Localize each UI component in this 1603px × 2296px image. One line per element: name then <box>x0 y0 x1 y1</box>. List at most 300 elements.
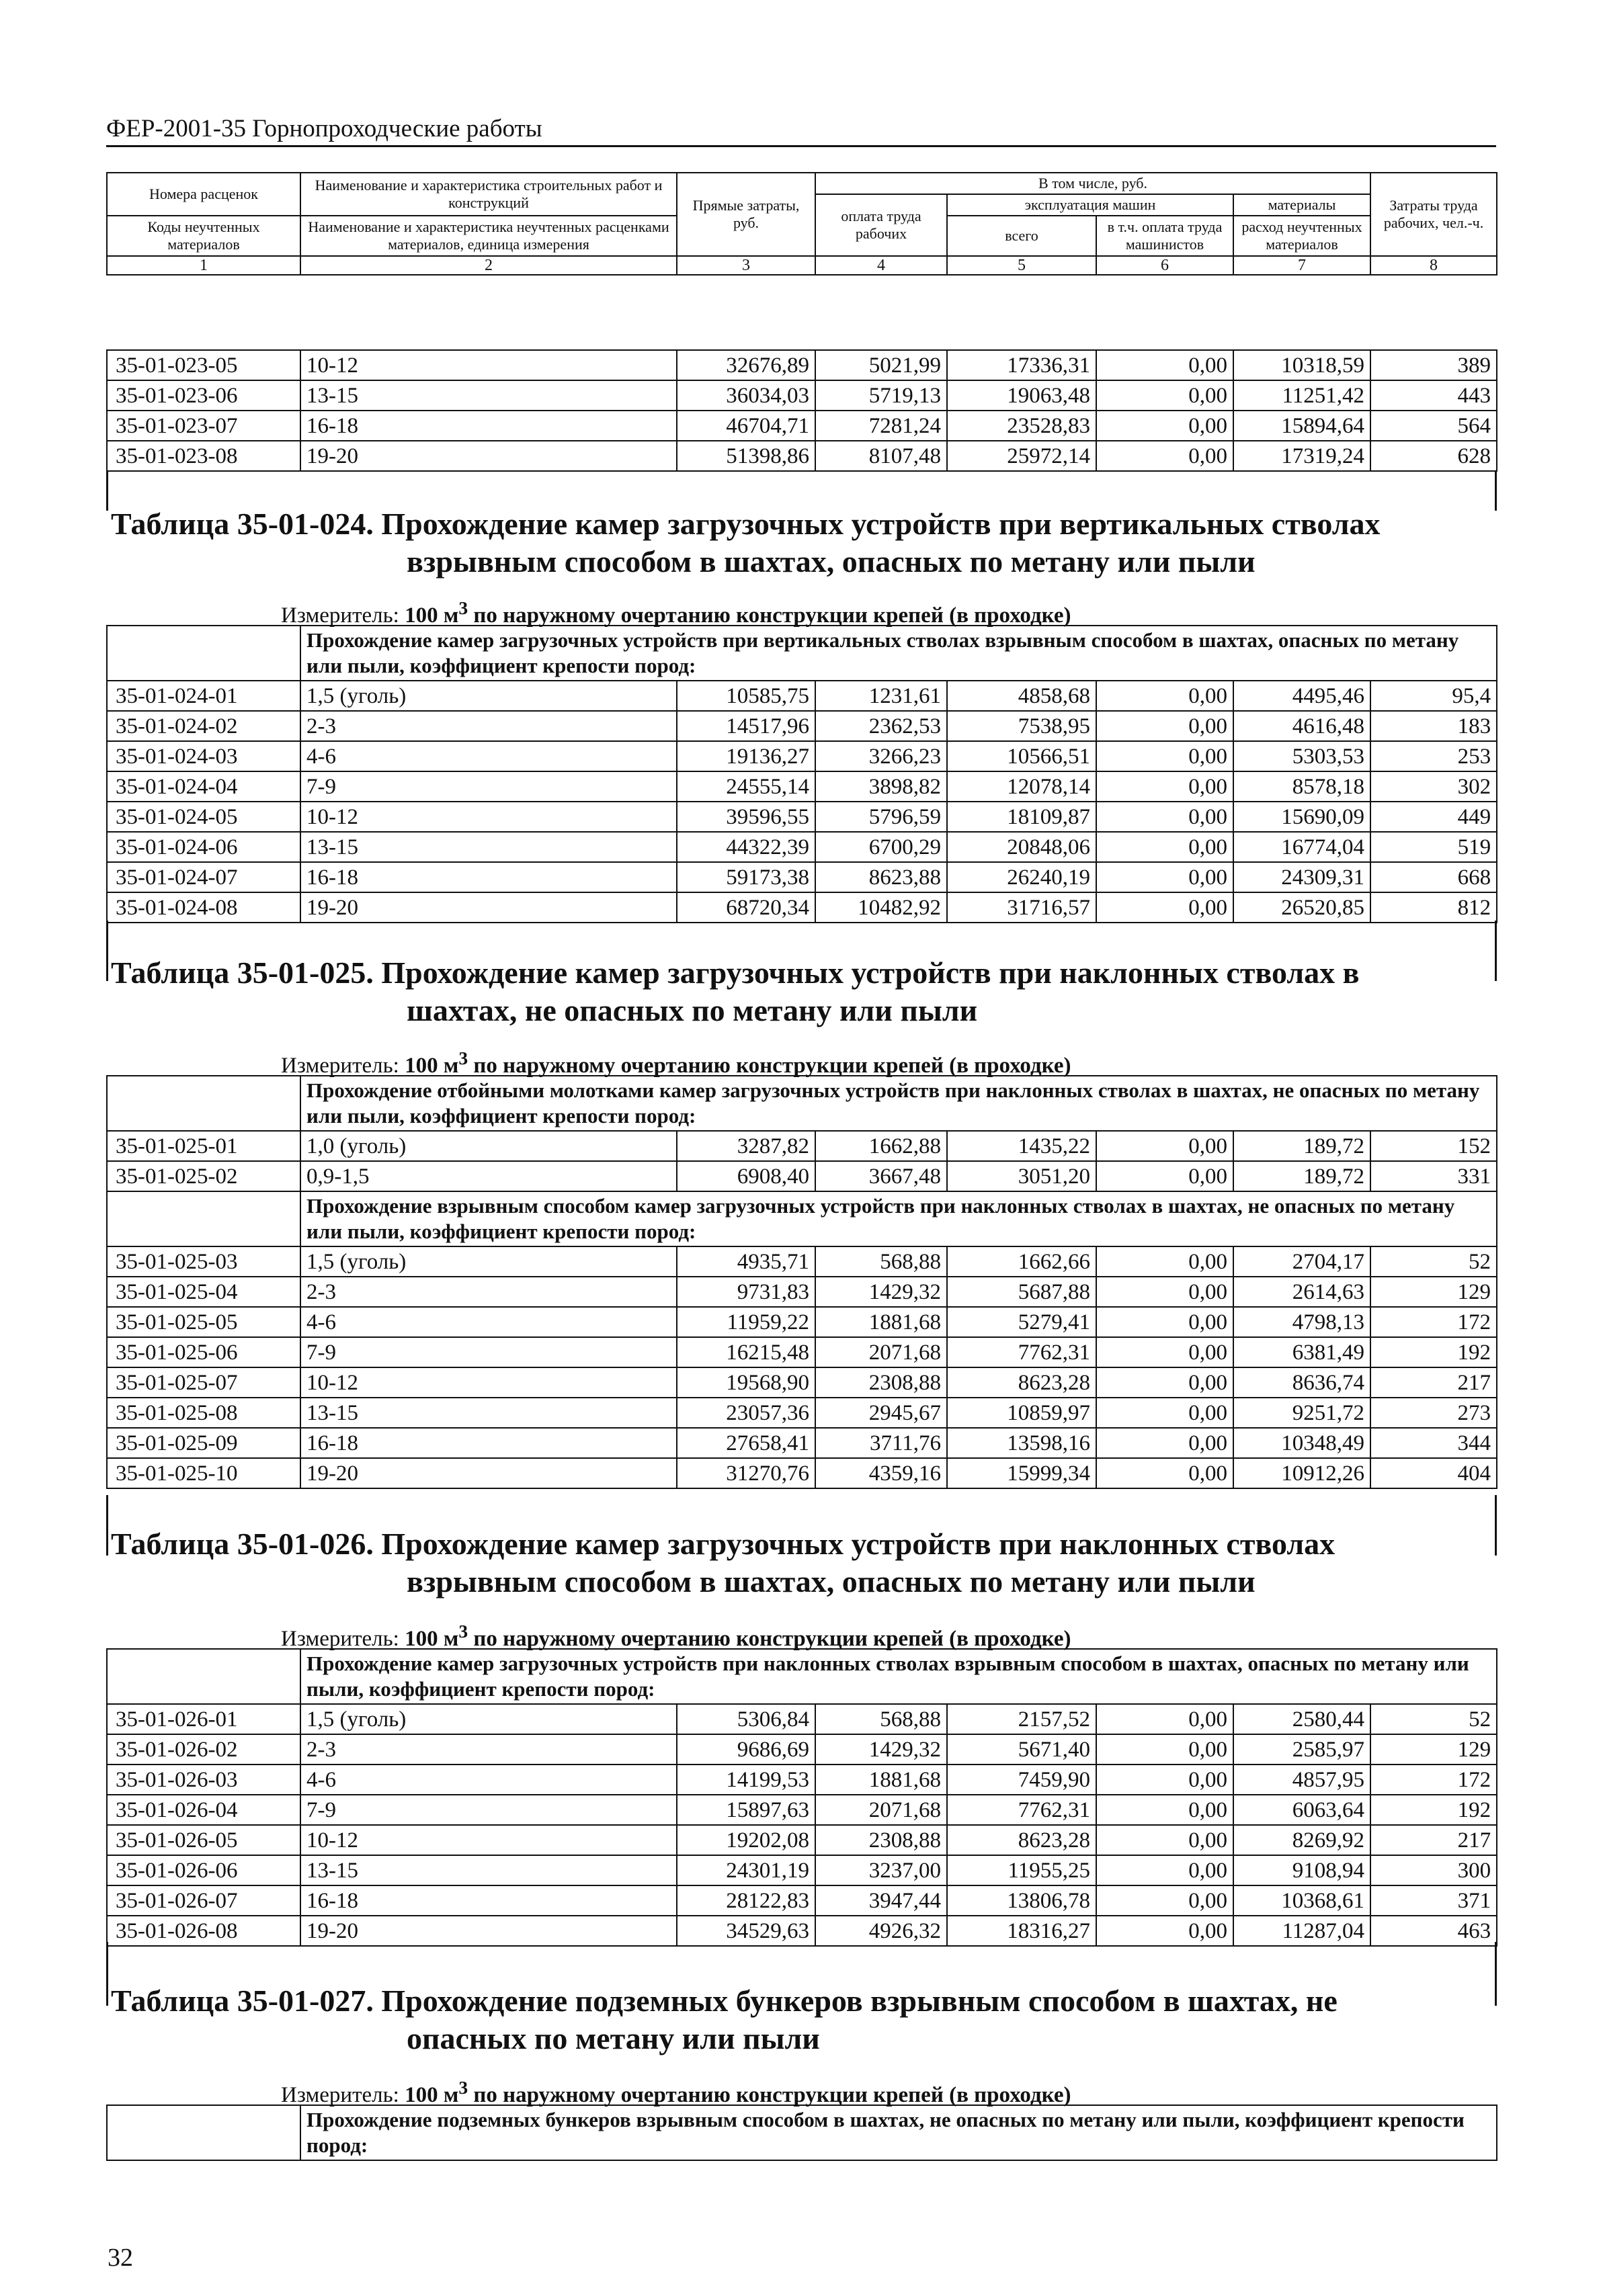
wage-cell: 1429,32 <box>815 1277 947 1307</box>
direct-costs-cell: 44322,39 <box>677 832 815 862</box>
table-row <box>107 411 1497 441</box>
col-machines: эксплуатация машин <box>947 194 1233 216</box>
work-class-cell: 0,9-1,5 <box>300 1161 677 1191</box>
operator-wage-cell: 0,00 <box>1096 1764 1233 1795</box>
operator-wage-cell: 0,00 <box>1096 411 1233 441</box>
wage-cell: 568,88 <box>815 1246 947 1277</box>
wage-cell: 5719,13 <box>815 380 947 411</box>
materials-cell: 8636,74 <box>1233 1367 1370 1398</box>
work-class-cell: 4-6 <box>300 1764 677 1795</box>
rate-code-cell: 35-01-026-07 <box>107 1885 300 1916</box>
materials-cell: 2580,44 <box>1233 1704 1370 1734</box>
machines-total-cell: 20848,06 <box>947 832 1096 862</box>
table-row <box>107 1795 1497 1825</box>
materials-cell: 9108,94 <box>1233 1855 1370 1885</box>
table-35-01-024 <box>106 625 1497 923</box>
direct-costs-cell: 24301,19 <box>677 1855 815 1885</box>
rate-code-cell: 35-01-025-05 <box>107 1307 300 1337</box>
wage-cell: 6700,29 <box>815 832 947 862</box>
rate-code-cell: 35-01-026-05 <box>107 1825 300 1855</box>
table-row <box>107 1398 1497 1428</box>
table-row <box>107 1131 1497 1161</box>
operator-wage-cell: 0,00 <box>1096 892 1233 923</box>
labor-hours-cell: 812 <box>1370 892 1497 923</box>
table-border <box>1495 1495 1497 1556</box>
table-row <box>107 1277 1497 1307</box>
direct-costs-cell: 24555,14 <box>677 771 815 802</box>
work-class-cell: 10-12 <box>300 802 677 832</box>
wage-cell: 4926,32 <box>815 1916 947 1946</box>
work-class-cell: 1,5 (уголь) <box>300 1704 677 1734</box>
labor-hours-cell: 52 <box>1370 1704 1497 1734</box>
labor-hours-cell: 404 <box>1370 1458 1497 1488</box>
table-row <box>107 802 1497 832</box>
measure-unit: Измеритель: 100 $м^3$ по наружному очертанию конструкции крепей (в проходке) <box>281 2077 1071 2107</box>
table-row <box>107 771 1497 802</box>
work-class-cell: 2-3 <box>300 1277 677 1307</box>
work-class-cell: 19-20 <box>300 1916 677 1946</box>
subheader: Прохождение подземных бункеров взрывным способом в шахтах, не опасных по метану или пыли, коэффициент крепости пород: <box>300 2105 1497 2160</box>
col-name-materials: Наименование и характеристика неучтенных расценками материалов, единица измерения <box>300 216 677 256</box>
machines-total-cell: 4858,68 <box>947 681 1096 711</box>
labor-hours-cell: 443 <box>1370 380 1497 411</box>
labor-hours-cell: 172 <box>1370 1307 1497 1337</box>
machines-total-cell: 15999,34 <box>947 1458 1096 1488</box>
table-row <box>107 1734 1497 1764</box>
machines-total-cell: 10566,51 <box>947 741 1096 771</box>
wage-cell: 7281,24 <box>815 411 947 441</box>
labor-hours-cell: 192 <box>1370 1795 1497 1825</box>
machines-total-cell: 7762,31 <box>947 1795 1096 1825</box>
operator-wage-cell: 0,00 <box>1096 711 1233 741</box>
work-class-cell: 16-18 <box>300 1428 677 1458</box>
table-row <box>107 1367 1497 1398</box>
subheader: Прохождение камер загрузочных устройств при наклонных стволах взрывным способом в шахтах, опасных по метану или пыли, коэффициент крепости пород: <box>300 1649 1497 1704</box>
machines-total-cell: 3051,20 <box>947 1161 1096 1191</box>
rate-code-cell: 35-01-025-06 <box>107 1337 300 1367</box>
rate-code-cell: 35-01-025-03 <box>107 1246 300 1277</box>
materials-cell: 2585,97 <box>1233 1734 1370 1764</box>
table-border <box>1495 921 1497 981</box>
operator-wage-cell: 0,00 <box>1096 1367 1233 1398</box>
machines-total-cell: 26240,19 <box>947 862 1096 892</box>
machines-total-cell: 5279,41 <box>947 1307 1096 1337</box>
measure-unit: Измеритель: 100 $м^3$ по наружному очертанию конструкции крепей (в проходке) <box>281 1048 1071 1078</box>
materials-cell: 2704,17 <box>1233 1246 1370 1277</box>
work-class-cell: 16-18 <box>300 862 677 892</box>
table-border <box>106 921 108 981</box>
direct-costs-cell: 11959,22 <box>677 1307 815 1337</box>
materials-cell: 17319,24 <box>1233 441 1370 471</box>
rate-code-cell: 35-01-025-08 <box>107 1398 300 1428</box>
column-header-table <box>106 172 1497 275</box>
materials-cell: 10912,26 <box>1233 1458 1370 1488</box>
table-row <box>107 1337 1497 1367</box>
machines-total-cell: 23528,83 <box>947 411 1096 441</box>
table-row <box>107 1246 1497 1277</box>
direct-costs-cell: 14517,96 <box>677 711 815 741</box>
wage-cell: 1881,68 <box>815 1764 947 1795</box>
materials-cell: 4857,95 <box>1233 1764 1370 1795</box>
rate-code-cell: 35-01-025-10 <box>107 1458 300 1488</box>
direct-costs-cell: 9731,83 <box>677 1277 815 1307</box>
direct-costs-cell: 19568,90 <box>677 1367 815 1398</box>
operator-wage-cell: 0,00 <box>1096 1131 1233 1161</box>
machines-total-cell: 19063,48 <box>947 380 1096 411</box>
rate-code-cell: 35-01-025-07 <box>107 1367 300 1398</box>
rate-code-cell: 35-01-026-08 <box>107 1916 300 1946</box>
col-name: Наименование и характеристика строительных работ и конструкций <box>300 173 677 216</box>
machines-total-cell: 10859,97 <box>947 1398 1096 1428</box>
rate-code-cell: 35-01-023-07 <box>107 411 300 441</box>
machines-total-cell: 8623,28 <box>947 1825 1096 1855</box>
subheader: Прохождение взрывным способом камер загрузочных устройств при наклонных стволах в шахтах, не опасных по метану или пыли, коэффициент крепости пород: <box>300 1191 1497 1246</box>
operator-wage-cell: 0,00 <box>1096 802 1233 832</box>
work-class-cell: 1,5 (уголь) <box>300 1246 677 1277</box>
wage-cell: 568,88 <box>815 1704 947 1734</box>
materials-cell: 10318,59 <box>1233 350 1370 380</box>
direct-costs-cell: 68720,34 <box>677 892 815 923</box>
work-class-cell: 13-15 <box>300 380 677 411</box>
direct-costs-cell: 32676,89 <box>677 350 815 380</box>
table-border <box>106 1942 108 2006</box>
rate-code-cell: 35-01-024-06 <box>107 832 300 862</box>
materials-cell: 4798,13 <box>1233 1307 1370 1337</box>
work-class-cell: 13-15 <box>300 832 677 862</box>
labor-hours-cell: 463 <box>1370 1916 1497 1946</box>
table-row <box>107 681 1497 711</box>
labor-hours-cell: 152 <box>1370 1131 1497 1161</box>
direct-costs-cell: 3287,82 <box>677 1131 815 1161</box>
rate-code-cell: 35-01-024-04 <box>107 771 300 802</box>
table-row <box>107 1764 1497 1795</box>
rate-code-cell: 35-01-023-06 <box>107 380 300 411</box>
operator-wage-cell: 0,00 <box>1096 350 1233 380</box>
direct-costs-cell: 4935,71 <box>677 1246 815 1277</box>
table-row <box>107 711 1497 741</box>
operator-wage-cell: 0,00 <box>1096 862 1233 892</box>
rate-code-cell: 35-01-026-02 <box>107 1734 300 1764</box>
table-title-35-01-025: Таблица 35-01-025. Прохождение камер загрузочных устройств при наклонных стволах в шахтах, не опасных по метану или пыли <box>111 955 1360 1027</box>
machines-total-cell: 7538,95 <box>947 711 1096 741</box>
operator-wage-cell: 0,00 <box>1096 1734 1233 1764</box>
rate-code-cell: 35-01-026-01 <box>107 1704 300 1734</box>
labor-hours-cell: 183 <box>1370 711 1497 741</box>
work-class-cell: 7-9 <box>300 1337 677 1367</box>
wage-cell: 1662,88 <box>815 1131 947 1161</box>
operator-wage-cell: 0,00 <box>1096 681 1233 711</box>
operator-wage-cell: 0,00 <box>1096 1458 1233 1488</box>
direct-costs-cell: 36034,03 <box>677 380 815 411</box>
labor-hours-cell: 217 <box>1370 1825 1497 1855</box>
wage-cell: 3898,82 <box>815 771 947 802</box>
rate-code-cell: 35-01-026-03 <box>107 1764 300 1795</box>
measure-unit: Измеритель: 100 $м^3$ по наружному очертанию конструкции крепей (в проходке) <box>281 597 1071 628</box>
materials-cell: 15894,64 <box>1233 411 1370 441</box>
materials-cell: 10368,61 <box>1233 1885 1370 1916</box>
labor-hours-cell: 129 <box>1370 1277 1497 1307</box>
wage-cell: 5021,99 <box>815 350 947 380</box>
work-class-cell: 7-9 <box>300 771 677 802</box>
materials-cell: 189,72 <box>1233 1131 1370 1161</box>
materials-cell: 4616,48 <box>1233 711 1370 741</box>
wage-cell: 3947,44 <box>815 1885 947 1916</box>
materials-cell: 9251,72 <box>1233 1398 1370 1428</box>
work-class-cell: 16-18 <box>300 1885 677 1916</box>
rate-code-cell: 35-01-024-07 <box>107 862 300 892</box>
materials-cell: 2614,63 <box>1233 1277 1370 1307</box>
rate-code-cell: 35-01-025-02 <box>107 1161 300 1191</box>
direct-costs-cell: 19136,27 <box>677 741 815 771</box>
table-title-35-01-024: Таблица 35-01-024. Прохождение камер загрузочных устройств при вертикальных стволах взрывным способом в шахтах, опасных по метану или пыли <box>111 507 1381 579</box>
direct-costs-cell: 46704,71 <box>677 411 815 441</box>
materials-cell: 6063,64 <box>1233 1795 1370 1825</box>
labor-hours-cell: 52 <box>1370 1246 1497 1277</box>
materials-cell: 6381,49 <box>1233 1337 1370 1367</box>
operator-wage-cell: 0,00 <box>1096 1428 1233 1458</box>
materials-cell: 15690,09 <box>1233 802 1370 832</box>
table-row <box>107 832 1497 862</box>
work-class-cell: 7-9 <box>300 1795 677 1825</box>
labor-hours-cell: 668 <box>1370 862 1497 892</box>
wage-cell: 3711,76 <box>815 1428 947 1458</box>
work-class-cell: 19-20 <box>300 1458 677 1488</box>
labor-hours-cell: 628 <box>1370 441 1497 471</box>
work-class-cell: 19-20 <box>300 441 677 471</box>
table-row <box>107 1916 1497 1946</box>
col-codes: Коды неучтенных материалов <box>107 216 300 256</box>
machines-total-cell: 17336,31 <box>947 350 1096 380</box>
machines-total-cell: 13806,78 <box>947 1885 1096 1916</box>
rate-code-cell: 35-01-024-08 <box>107 892 300 923</box>
table-row <box>107 1704 1497 1734</box>
materials-cell: 11287,04 <box>1233 1916 1370 1946</box>
machines-total-cell: 13598,16 <box>947 1428 1096 1458</box>
machines-total-cell: 12078,14 <box>947 771 1096 802</box>
wage-cell: 3237,00 <box>815 1855 947 1885</box>
wage-cell: 1429,32 <box>815 1734 947 1764</box>
work-class-cell: 19-20 <box>300 892 677 923</box>
wage-cell: 2308,88 <box>815 1367 947 1398</box>
materials-cell: 10348,49 <box>1233 1428 1370 1458</box>
table-row <box>107 862 1497 892</box>
machines-total-cell: 25972,14 <box>947 441 1096 471</box>
direct-costs-cell: 10585,75 <box>677 681 815 711</box>
col-labor: Затраты труда рабочих, чел.-ч. <box>1370 173 1497 256</box>
work-class-cell: 16-18 <box>300 411 677 441</box>
operator-wage-cell: 0,00 <box>1096 1704 1233 1734</box>
labor-hours-cell: 129 <box>1370 1734 1497 1764</box>
table-35-01-025 <box>106 1075 1497 1489</box>
work-class-cell: 2-3 <box>300 711 677 741</box>
work-class-cell: 10-12 <box>300 1367 677 1398</box>
operator-wage-cell: 0,00 <box>1096 1855 1233 1885</box>
table-border <box>1495 1942 1497 2006</box>
table-row <box>107 1161 1497 1191</box>
materials-cell: 5303,53 <box>1233 741 1370 771</box>
direct-costs-cell: 51398,86 <box>677 441 815 471</box>
rate-code-cell: 35-01-025-04 <box>107 1277 300 1307</box>
direct-costs-cell: 16215,48 <box>677 1337 815 1367</box>
machines-total-cell: 8623,28 <box>947 1367 1096 1398</box>
materials-cell: 8269,92 <box>1233 1825 1370 1855</box>
table-35-01-027 <box>106 2104 1497 2161</box>
rate-code-cell: 35-01-024-02 <box>107 711 300 741</box>
table-row <box>107 1458 1497 1488</box>
direct-costs-cell: 39596,55 <box>677 802 815 832</box>
labor-hours-cell: 371 <box>1370 1885 1497 1916</box>
materials-cell: 16774,04 <box>1233 832 1370 862</box>
direct-costs-cell: 15897,63 <box>677 1795 815 1825</box>
labor-hours-cell: 344 <box>1370 1428 1497 1458</box>
wage-cell: 10482,92 <box>815 892 947 923</box>
wage-cell: 2308,88 <box>815 1825 947 1855</box>
wage-cell: 4359,16 <box>815 1458 947 1488</box>
machines-total-cell: 31716,57 <box>947 892 1096 923</box>
operator-wage-cell: 0,00 <box>1096 1885 1233 1916</box>
machines-total-cell: 7459,90 <box>947 1764 1096 1795</box>
materials-cell: 11251,42 <box>1233 380 1370 411</box>
table-row <box>107 441 1497 471</box>
table-35-01-023-rows <box>106 349 1497 472</box>
labor-hours-cell: 302 <box>1370 771 1497 802</box>
direct-costs-cell: 28122,83 <box>677 1885 815 1916</box>
work-class-cell: 10-12 <box>300 350 677 380</box>
operator-wage-cell: 0,00 <box>1096 1161 1233 1191</box>
operator-wage-cell: 0,00 <box>1096 441 1233 471</box>
operator-wage-cell: 0,00 <box>1096 1916 1233 1946</box>
labor-hours-cell: 192 <box>1370 1337 1497 1367</box>
rate-code-cell: 35-01-024-01 <box>107 681 300 711</box>
direct-costs-cell: 9686,69 <box>677 1734 815 1764</box>
table-row <box>107 1428 1497 1458</box>
table-row <box>107 1855 1497 1885</box>
table-row <box>107 350 1497 380</box>
wage-cell: 3667,48 <box>815 1161 947 1191</box>
col-including: В том числе, руб. <box>815 173 1370 194</box>
table-row <box>107 1825 1497 1855</box>
direct-costs-cell: 19202,08 <box>677 1825 815 1855</box>
machines-total-cell: 2157,52 <box>947 1704 1096 1734</box>
wage-cell: 1881,68 <box>815 1307 947 1337</box>
col-machines-total: всего <box>947 216 1096 256</box>
direct-costs-cell: 31270,76 <box>677 1458 815 1488</box>
rate-code-cell: 35-01-026-06 <box>107 1855 300 1885</box>
work-class-cell: 2-3 <box>300 1734 677 1764</box>
table-border <box>1495 470 1497 511</box>
materials-cell: 26520,85 <box>1233 892 1370 923</box>
operator-wage-cell: 0,00 <box>1096 1337 1233 1367</box>
machines-total-cell: 1662,66 <box>947 1246 1096 1277</box>
operator-wage-cell: 0,00 <box>1096 1825 1233 1855</box>
direct-costs-cell: 6908,40 <box>677 1161 815 1191</box>
subheader: Прохождение камер загрузочных устройств при вертикальных стволах взрывным способом в шахтах, опасных по метану или пыли, коэффициент крепости пород: <box>300 626 1497 681</box>
labor-hours-cell: 331 <box>1370 1161 1497 1191</box>
column-number-row: 1 2 3 4 5 6 7 8 <box>107 256 1497 275</box>
wage-cell: 5796,59 <box>815 802 947 832</box>
labor-hours-cell: 519 <box>1370 832 1497 862</box>
operator-wage-cell: 0,00 <box>1096 832 1233 862</box>
rate-code-cell: 35-01-025-01 <box>107 1131 300 1161</box>
col-wage: оплата труда рабочих <box>815 194 947 256</box>
operator-wage-cell: 0,00 <box>1096 1307 1233 1337</box>
direct-costs-cell: 5306,84 <box>677 1704 815 1734</box>
table-row <box>107 741 1497 771</box>
work-class-cell: 4-6 <box>300 741 677 771</box>
direct-costs-cell: 23057,36 <box>677 1398 815 1428</box>
operator-wage-cell: 0,00 <box>1096 380 1233 411</box>
machines-total-cell: 1435,22 <box>947 1131 1096 1161</box>
page-number: 32 <box>108 2244 133 2272</box>
col-material-consumption: расход неучтенных материалов <box>1233 216 1370 256</box>
operator-wage-cell: 0,00 <box>1096 1398 1233 1428</box>
table-row <box>107 1307 1497 1337</box>
materials-cell: 8578,18 <box>1233 771 1370 802</box>
rate-code-cell: 35-01-024-03 <box>107 741 300 771</box>
operator-wage-cell: 0,00 <box>1096 1795 1233 1825</box>
table-row <box>107 380 1497 411</box>
subheader: Прохождение отбойными молотками камер загрузочных устройств при наклонных стволах в шахтах, не опасных по метану или пыли, коэффициент крепости пород: <box>300 1076 1497 1131</box>
rate-code-cell: 35-01-023-08 <box>107 441 300 471</box>
machines-total-cell: 18109,87 <box>947 802 1096 832</box>
work-class-cell: 10-12 <box>300 1825 677 1855</box>
page-header: ФЕР-2001-35 Горнопроходческие работы <box>106 114 1496 147</box>
direct-costs-cell: 59173,38 <box>677 862 815 892</box>
table-35-01-026 <box>106 1648 1497 1947</box>
table-border <box>106 470 108 511</box>
labor-hours-cell: 449 <box>1370 802 1497 832</box>
wage-cell: 8623,88 <box>815 862 947 892</box>
materials-cell: 24309,31 <box>1233 862 1370 892</box>
col-direct-costs: Прямые затраты, руб. <box>677 173 815 256</box>
machines-total-cell: 5671,40 <box>947 1734 1096 1764</box>
table-row <box>107 1885 1497 1916</box>
wage-cell: 2362,53 <box>815 711 947 741</box>
wage-cell: 8107,48 <box>815 441 947 471</box>
machines-total-cell: 5687,88 <box>947 1277 1096 1307</box>
machines-total-cell: 18316,27 <box>947 1916 1096 1946</box>
work-class-cell: 1,0 (уголь) <box>300 1131 677 1161</box>
work-class-cell: 13-15 <box>300 1398 677 1428</box>
labor-hours-cell: 389 <box>1370 350 1497 380</box>
direct-costs-cell: 27658,41 <box>677 1428 815 1458</box>
measure-unit: Измеритель: 100 $м^3$ по наружному очертанию конструкции крепей (в проходке) <box>281 1621 1071 1651</box>
wage-cell: 2945,67 <box>815 1398 947 1428</box>
operator-wage-cell: 0,00 <box>1096 741 1233 771</box>
direct-costs-cell: 14199,53 <box>677 1764 815 1795</box>
operator-wage-cell: 0,00 <box>1096 1246 1233 1277</box>
rate-code-cell: 35-01-024-05 <box>107 802 300 832</box>
labor-hours-cell: 273 <box>1370 1398 1497 1428</box>
labor-hours-cell: 217 <box>1370 1367 1497 1398</box>
table-title-35-01-027: Таблица 35-01-027. Прохождение подземных бункеров взрывным способом в шахтах, не опасных по метану или пыли <box>111 1984 1338 2055</box>
rate-code-cell: 35-01-023-05 <box>107 350 300 380</box>
materials-cell: 189,72 <box>1233 1161 1370 1191</box>
work-class-cell: 13-15 <box>300 1855 677 1885</box>
labor-hours-cell: 564 <box>1370 411 1497 441</box>
operator-wage-cell: 0,00 <box>1096 1277 1233 1307</box>
materials-cell: 4495,46 <box>1233 681 1370 711</box>
col-operator-wage: в т.ч. оплата труда машинистов <box>1096 216 1233 256</box>
rate-code-cell: 35-01-026-04 <box>107 1795 300 1825</box>
wage-cell: 1231,61 <box>815 681 947 711</box>
col-materials: материалы <box>1233 194 1370 216</box>
machines-total-cell: 7762,31 <box>947 1337 1096 1367</box>
rate-code-cell: 35-01-025-09 <box>107 1428 300 1458</box>
work-class-cell: 4-6 <box>300 1307 677 1337</box>
wage-cell: 2071,68 <box>815 1795 947 1825</box>
labor-hours-cell: 172 <box>1370 1764 1497 1795</box>
